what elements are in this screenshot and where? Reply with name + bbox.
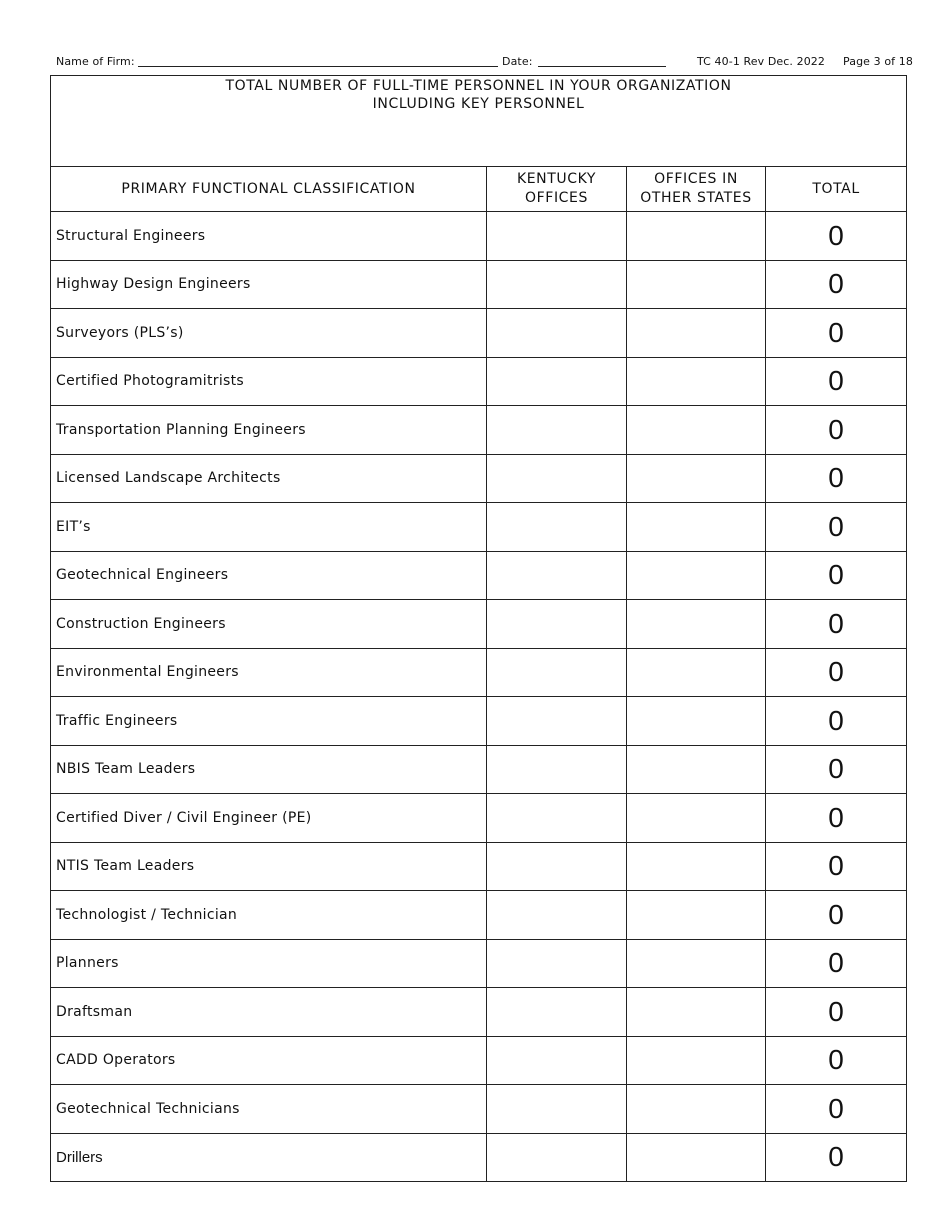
kentucky-offices-input[interactable] [487,551,627,600]
total-value: 0 [766,1085,907,1134]
total-value: 0 [766,406,907,455]
other-states-input[interactable] [627,988,766,1037]
column-header-kentucky-line-1: KENTUCKY [516,171,597,187]
kentucky-offices-input[interactable] [487,1085,627,1134]
other-states-input[interactable] [627,794,766,843]
kentucky-offices-input[interactable] [487,454,627,503]
other-states-input[interactable] [627,454,766,503]
table-row [51,212,907,261]
table-row [51,503,907,552]
total-value: 0 [766,648,907,697]
other-states-input[interactable] [627,212,766,261]
kentucky-offices-input[interactable] [487,697,627,746]
table-row [51,1133,907,1182]
classification-label: NTIS Team Leaders [51,842,487,891]
table-row [51,1036,907,1085]
total-value: 0 [766,454,907,503]
other-states-input[interactable] [627,551,766,600]
other-states-input[interactable] [627,745,766,794]
kentucky-offices-input[interactable] [487,260,627,309]
kentucky-offices-input[interactable] [487,745,627,794]
other-states-input[interactable] [627,503,766,552]
table-row [51,1085,907,1134]
total-value: 0 [766,600,907,649]
other-states-input[interactable] [627,1085,766,1134]
table-row [51,357,907,406]
table-row [51,454,907,503]
column-header-kentucky-offices [487,167,627,212]
column-header-other-line-2: OTHER STATES [640,190,752,206]
other-states-input[interactable] [627,697,766,746]
column-header-total: TOTAL [766,167,907,212]
kentucky-offices-input[interactable] [487,794,627,843]
other-states-input[interactable] [627,939,766,988]
classification-label: NBIS Team Leaders [51,745,487,794]
personnel-table [50,75,907,1182]
total-value: 0 [766,891,907,940]
firm-name-field[interactable] [138,66,498,67]
total-value: 0 [766,794,907,843]
classification-label: Draftsman [51,988,487,1037]
date-field[interactable] [538,66,666,67]
table-row [51,794,907,843]
classification-label: Highway Design Engineers [51,260,487,309]
table-row [51,551,907,600]
table-title-line-1: TOTAL NUMBER OF FULL-TIME PERSONNEL IN YOUR ORGANIZATION [225,78,732,94]
table-row [51,891,907,940]
kentucky-offices-input[interactable] [487,939,627,988]
kentucky-offices-input[interactable] [487,503,627,552]
table-row [51,842,907,891]
table-row [51,939,907,988]
kentucky-offices-input[interactable] [487,406,627,455]
kentucky-offices-input[interactable] [487,309,627,358]
table-row [51,697,907,746]
other-states-input[interactable] [627,1036,766,1085]
table-row [51,648,907,697]
other-states-input[interactable] [627,600,766,649]
classification-label: EIT’s [51,503,487,552]
form-id: TC 40-1 Rev Dec. 2022 [697,55,826,68]
table-row [51,406,907,455]
classification-label: Traffic Engineers [51,697,487,746]
classification-label: Drillers [51,1133,487,1182]
column-header-kentucky-line-2: OFFICES [525,190,588,206]
form-header [56,55,916,71]
classification-label: Surveyors (PLS’s) [51,309,487,358]
total-value: 0 [766,697,907,746]
total-value: 0 [766,842,907,891]
firm-name-label: Name of Firm: [56,55,135,68]
classification-label: Certified Photogramitrists [51,357,487,406]
kentucky-offices-input[interactable] [487,648,627,697]
kentucky-offices-input[interactable] [487,891,627,940]
table-row [51,600,907,649]
table-row [51,745,907,794]
other-states-input[interactable] [627,406,766,455]
total-value: 0 [766,503,907,552]
total-value: 0 [766,1133,907,1182]
total-value: 0 [766,551,907,600]
other-states-input[interactable] [627,260,766,309]
total-value: 0 [766,939,907,988]
classification-label: Technologist / Technician [51,891,487,940]
total-value: 0 [766,357,907,406]
kentucky-offices-input[interactable] [487,600,627,649]
total-value: 0 [766,1036,907,1085]
classification-label: Geotechnical Technicians [51,1085,487,1134]
classification-label: Transportation Planning Engineers [51,406,487,455]
other-states-input[interactable] [627,891,766,940]
column-header-other-line-1: OFFICES IN [654,171,738,187]
table-row [51,309,907,358]
table-title [51,76,907,167]
page-number: Page 3 of 18 [843,55,913,68]
kentucky-offices-input[interactable] [487,988,627,1037]
kentucky-offices-input[interactable] [487,212,627,261]
other-states-input[interactable] [627,648,766,697]
other-states-input[interactable] [627,842,766,891]
classification-label: Structural Engineers [51,212,487,261]
total-value: 0 [766,309,907,358]
classification-label: Licensed Landscape Architects [51,454,487,503]
total-value: 0 [766,745,907,794]
table-row [51,988,907,1037]
table-title-line-2: INCLUDING KEY PERSONNEL [372,96,585,112]
date-label: Date: [502,55,533,68]
column-header-other-states [627,167,766,212]
table-row [51,260,907,309]
total-value: 0 [766,260,907,309]
kentucky-offices-input[interactable] [487,1133,627,1182]
kentucky-offices-input[interactable] [487,357,627,406]
classification-label: Construction Engineers [51,600,487,649]
total-value: 0 [766,212,907,261]
classification-label: Certified Diver / Civil Engineer (PE) [51,794,487,843]
classification-label: Environmental Engineers [51,648,487,697]
classification-label: CADD Operators [51,1036,487,1085]
other-states-input[interactable] [627,309,766,358]
other-states-input[interactable] [627,357,766,406]
classification-label: Geotechnical Engineers [51,551,487,600]
total-value: 0 [766,988,907,1037]
kentucky-offices-input[interactable] [487,842,627,891]
kentucky-offices-input[interactable] [487,1036,627,1085]
other-states-input[interactable] [627,1133,766,1182]
column-header-classification: PRIMARY FUNCTIONAL CLASSIFICATION [51,167,487,212]
classification-label: Planners [51,939,487,988]
